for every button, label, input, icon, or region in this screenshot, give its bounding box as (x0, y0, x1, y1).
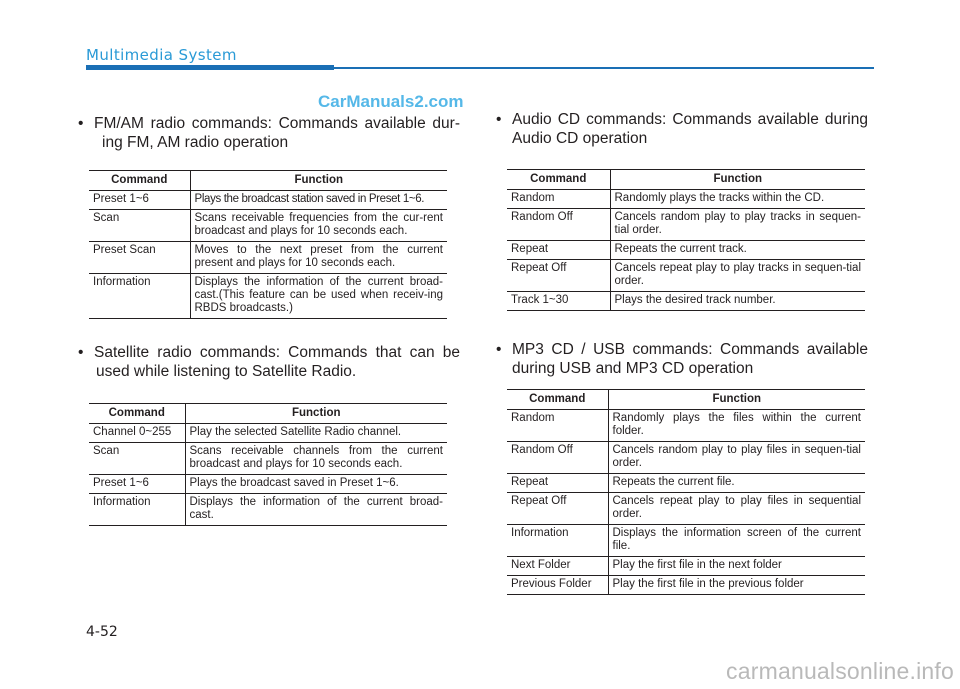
column-header-function: Function (190, 171, 447, 191)
function-cell: Displays the information screen of the current file. (608, 525, 865, 557)
command-cell: Next Folder (507, 557, 608, 576)
command-cell: Repeat (507, 474, 608, 493)
function-cell: Plays the desired track number. (610, 292, 865, 311)
audio-cd-bullet-line2: Audio CD operation (512, 130, 648, 147)
function-cell: Moves to the next preset from the current present and plays for 10 seconds each. (190, 242, 447, 274)
command-cell: Information (89, 274, 190, 319)
table-row (89, 475, 447, 494)
function-cell: Repeats the current track. (610, 241, 865, 260)
satellite-bullet (78, 343, 460, 381)
function-cell: Play the selected Satellite Radio channel. (185, 424, 447, 443)
function-cell: Randomly plays the tracks within the CD. (610, 190, 865, 209)
fm-am-bullet-line1: FM/AM radio commands: Commands available dur- (94, 115, 460, 132)
table-row (89, 210, 447, 242)
table-row (507, 474, 865, 493)
column-header-function: Function (610, 170, 865, 190)
table-row (507, 442, 865, 474)
satellite-command-table (89, 403, 447, 526)
command-cell: Random Off (507, 442, 608, 474)
satellite-bullet-line1: Satellite radio commands: Commands that can be (94, 344, 460, 361)
fm-am-bullet-line2: ing FM, AM radio operation (102, 134, 289, 151)
column-header-command: Command (89, 171, 190, 191)
command-cell: Random Off (507, 209, 610, 241)
page-number: 4-52 (86, 624, 118, 640)
command-cell: Repeat Off (507, 493, 608, 525)
mp3-usb-bullet-line2: during USB and MP3 CD operation (512, 360, 754, 377)
function-cell: Plays the broadcast saved in Preset 1~6. (185, 475, 447, 494)
table-row (89, 242, 447, 274)
command-cell: Channel 0~255 (89, 424, 185, 443)
function-cell: Play the first file in the next folder (608, 557, 865, 576)
table-row (507, 410, 865, 442)
function-cell: Scans receivable frequencies from the cur-rent broadcast and plays for 10 seconds each. (190, 210, 447, 242)
table-row (89, 494, 447, 526)
column-header-command: Command (507, 390, 608, 410)
table-row (89, 191, 447, 210)
function-cell: Scans receivable channels from the current broadcast and plays for 10 seconds each. (185, 443, 447, 475)
command-cell: Repeat (507, 241, 610, 260)
column-header-function: Function (608, 390, 865, 410)
function-cell: Displays the information of the current broad-cast. (185, 494, 447, 526)
column-header-command: Command (89, 404, 185, 424)
mp3-usb-bullet (496, 340, 868, 378)
section-title-bar (86, 65, 334, 70)
function-cell: Repeats the current file. (608, 474, 865, 493)
table-row (507, 525, 865, 557)
bullet-dot: • (496, 341, 502, 358)
command-cell: Scan (89, 443, 185, 475)
table-row (507, 241, 865, 260)
satellite-bullet-line2: used while listening to Satellite Radio. (96, 363, 357, 380)
function-cell: Cancels random play to play files in sequen-tial order. (608, 442, 865, 474)
bullet-dot: • (78, 344, 84, 361)
function-cell: Plays the broadcast station saved in Preset 1~6. (190, 191, 447, 210)
table-row (507, 292, 865, 311)
command-cell: Track 1~30 (507, 292, 610, 311)
site-watermark: carmanualsonline.info (726, 658, 954, 684)
table-row (507, 576, 865, 595)
function-cell: Randomly plays the files within the current folder. (608, 410, 865, 442)
command-cell: Random (507, 410, 608, 442)
audio-cd-bullet-line1: Audio CD commands: Commands available during (512, 111, 868, 128)
table-row (89, 424, 447, 443)
fm-am-command-table (89, 170, 447, 319)
command-cell: Information (507, 525, 608, 557)
command-cell: Random (507, 190, 610, 209)
command-cell: Preset 1~6 (89, 475, 185, 494)
command-cell: Preset Scan (89, 242, 190, 274)
command-cell: Repeat Off (507, 260, 610, 292)
mp3-usb-command-table (507, 389, 865, 595)
mp3-usb-bullet-line1: MP3 CD / USB commands: Commands available (512, 341, 868, 358)
top-watermark: CarManuals2.com (318, 92, 464, 111)
column-header-function: Function (185, 404, 447, 424)
table-row (507, 493, 865, 525)
command-cell: Information (89, 494, 185, 526)
function-cell: Cancels random play to play tracks in sequen-tial order. (610, 209, 865, 241)
audio-cd-command-table (507, 169, 865, 311)
table-row (507, 209, 865, 241)
function-cell: Cancels repeat play to play tracks in sequen-tial order. (610, 260, 865, 292)
function-cell: Displays the information of the current broad-cast.(This feature can be used when receiv-ing RBDS broadcasts.) (190, 274, 447, 319)
command-cell: Previous Folder (507, 576, 608, 595)
column-header-command: Command (507, 170, 610, 190)
function-cell: Play the first file in the previous folder (608, 576, 865, 595)
table-row (507, 557, 865, 576)
fm-am-bullet (78, 114, 460, 152)
section-title: Multimedia System (86, 46, 237, 64)
header-rule (334, 67, 874, 69)
command-cell: Preset 1~6 (89, 191, 190, 210)
table-row (89, 443, 447, 475)
table-row (507, 260, 865, 292)
table-row (89, 274, 447, 319)
audio-cd-bullet (496, 110, 868, 148)
function-cell: Cancels repeat play to play files in sequential order. (608, 493, 865, 525)
command-cell: Scan (89, 210, 190, 242)
bullet-dot: • (496, 111, 502, 128)
bullet-dot: • (78, 115, 84, 132)
table-row (507, 190, 865, 209)
